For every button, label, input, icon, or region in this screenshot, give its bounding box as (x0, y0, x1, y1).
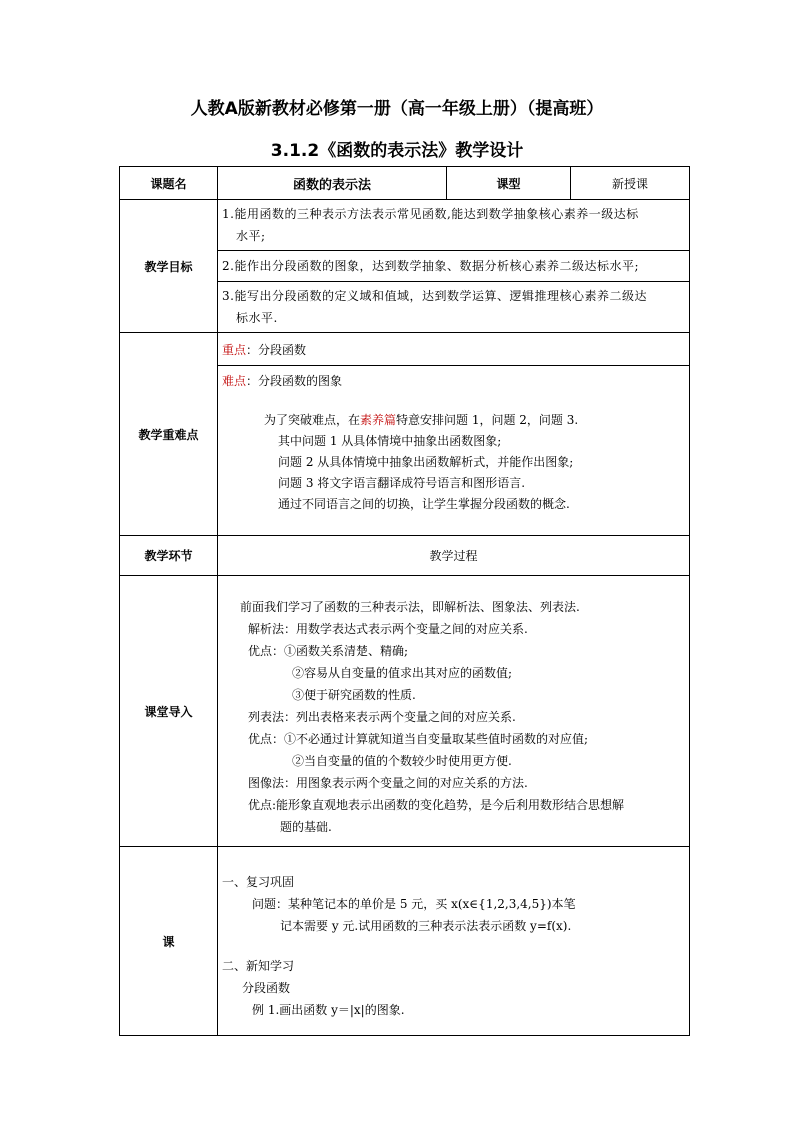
difficulty-line-1: 其中问题 1 从具体情境中抽象出函数图象; (278, 434, 502, 448)
topic-label: 课题名 (120, 167, 218, 200)
topic-row (120, 167, 690, 200)
para-text-b: 特意安排问题 1，问题 2，问题 3. (396, 413, 579, 427)
intro-line-2: 解析法：用数学表达式表示两个变量之间的对应关系. (248, 622, 528, 636)
goal-item-2 (218, 251, 690, 282)
difficulty-tag: 难点 (222, 374, 247, 388)
review-heading: 一、复习巩固 (222, 875, 295, 889)
difficulty-cell (218, 366, 690, 536)
focus-text: ：分段函数 (246, 342, 307, 357)
document-subtitle: 3.1.2《函数的表示法》教学设计 (270, 141, 524, 161)
review-question-line-2: 记本需要 y 元.试用函数的三种表示法表示函数 y=f(x). (280, 919, 572, 933)
topic-value: 函数的表示法 (218, 167, 447, 200)
process-row (120, 536, 690, 576)
new-learning-heading: 二、新知学习 (222, 959, 295, 973)
review-question-line-1: 问题：某种笔记本的单价是 5 元，买 x(x∈{1,2,3,4,5})本笔 (252, 897, 576, 911)
intro-line-9: 图像法：用图象表示两个变量之间的对应关系的方法. (248, 776, 528, 790)
difficulty-line-2: 问题 2 从具体情境中抽象出函数解析式，并能作出图象; (278, 455, 574, 469)
goal-1-line-1: 1.能用函数的三种表示方法表示常见函数,能达到数学抽象核心素养一级达标 (222, 207, 639, 221)
intro-line-8: ②当自变量的值的个数较少时使用更方便. (292, 754, 512, 768)
process-label: 教学环节 (120, 536, 218, 576)
type-value: 新授课 (571, 167, 690, 200)
goal-2-line-1: 2.能作出分段函数的图象，达到数学抽象、数据分析核心素养二级达标水平; (222, 259, 639, 273)
intro-line-3: 优点：①函数关系清楚、精确; (248, 644, 409, 658)
goal-3-line-2: 标水平. (236, 311, 278, 325)
example-1: 例 1.画出函数 y＝|x|的图象. (252, 1003, 405, 1017)
goals-label: 教学目标 (120, 200, 218, 333)
piecewise-subheading: 分段函数 (242, 981, 291, 995)
goal-item-1 (218, 200, 690, 251)
lesson-plan-table (119, 166, 690, 1036)
key-points-label: 教学重难点 (120, 333, 218, 536)
intro-line-5: ③便于研究函数的性质. (292, 688, 416, 702)
intro-line-7: 优点：①不必通过计算就知道当自变量取某些值时函数的对应值; (248, 732, 589, 746)
lesson-row (120, 847, 690, 1036)
focus-tag: 重点 (222, 342, 247, 357)
intro-line-10: 优点:能形象直观地表示出函数的变化趋势，是今后利用数形结合思想解 (248, 798, 625, 812)
goal-3-line-1: 3.能写出分段函数的定义域和值域，达到数学运算、逻辑推理核心素养二级达 (222, 289, 647, 303)
document-title: 人教A版新教材必修第一册（高一年级上册）（提高班） (190, 99, 604, 119)
lesson-label: 课 (120, 847, 218, 1036)
intro-line-6: 列表法：列出表格来表示两个变量之间的对应关系. (248, 710, 516, 724)
goal-row-1 (120, 200, 690, 251)
difficulty-line-4: 通过不同语言之间的切换，让学生掌握分段函数的概念. (278, 497, 570, 511)
intro-row (120, 576, 690, 847)
difficulty-line-3: 问题 3 将文字语言翻译成符号语言和图形语言. (278, 476, 526, 490)
intro-line-11: 题的基础. (280, 820, 332, 834)
difficulty-line (222, 371, 685, 392)
intro-line-1: 前面我们学习了函数的三种表示法，即解析法、图象法、列表法. (240, 600, 580, 614)
focus-cell (218, 333, 690, 366)
goal-item-3 (218, 282, 690, 333)
intro-line-4: ②容易从自变量的值求出其对应的函数值; (292, 666, 513, 680)
para-text-a: 为了突破难点，在 (264, 413, 361, 427)
lesson-cell (218, 847, 690, 1036)
para-text-red: 素养篇 (360, 413, 397, 427)
goal-1-line-2: 水平; (236, 229, 266, 243)
intro-cell (218, 576, 690, 847)
focus-row (120, 333, 690, 366)
intro-label: 课堂导入 (120, 576, 218, 847)
process-value: 教学过程 (218, 536, 690, 576)
difficulty-para (222, 410, 685, 431)
type-label: 课型 (447, 167, 571, 200)
difficulty-text: ：分段函数的图象 (246, 374, 343, 388)
